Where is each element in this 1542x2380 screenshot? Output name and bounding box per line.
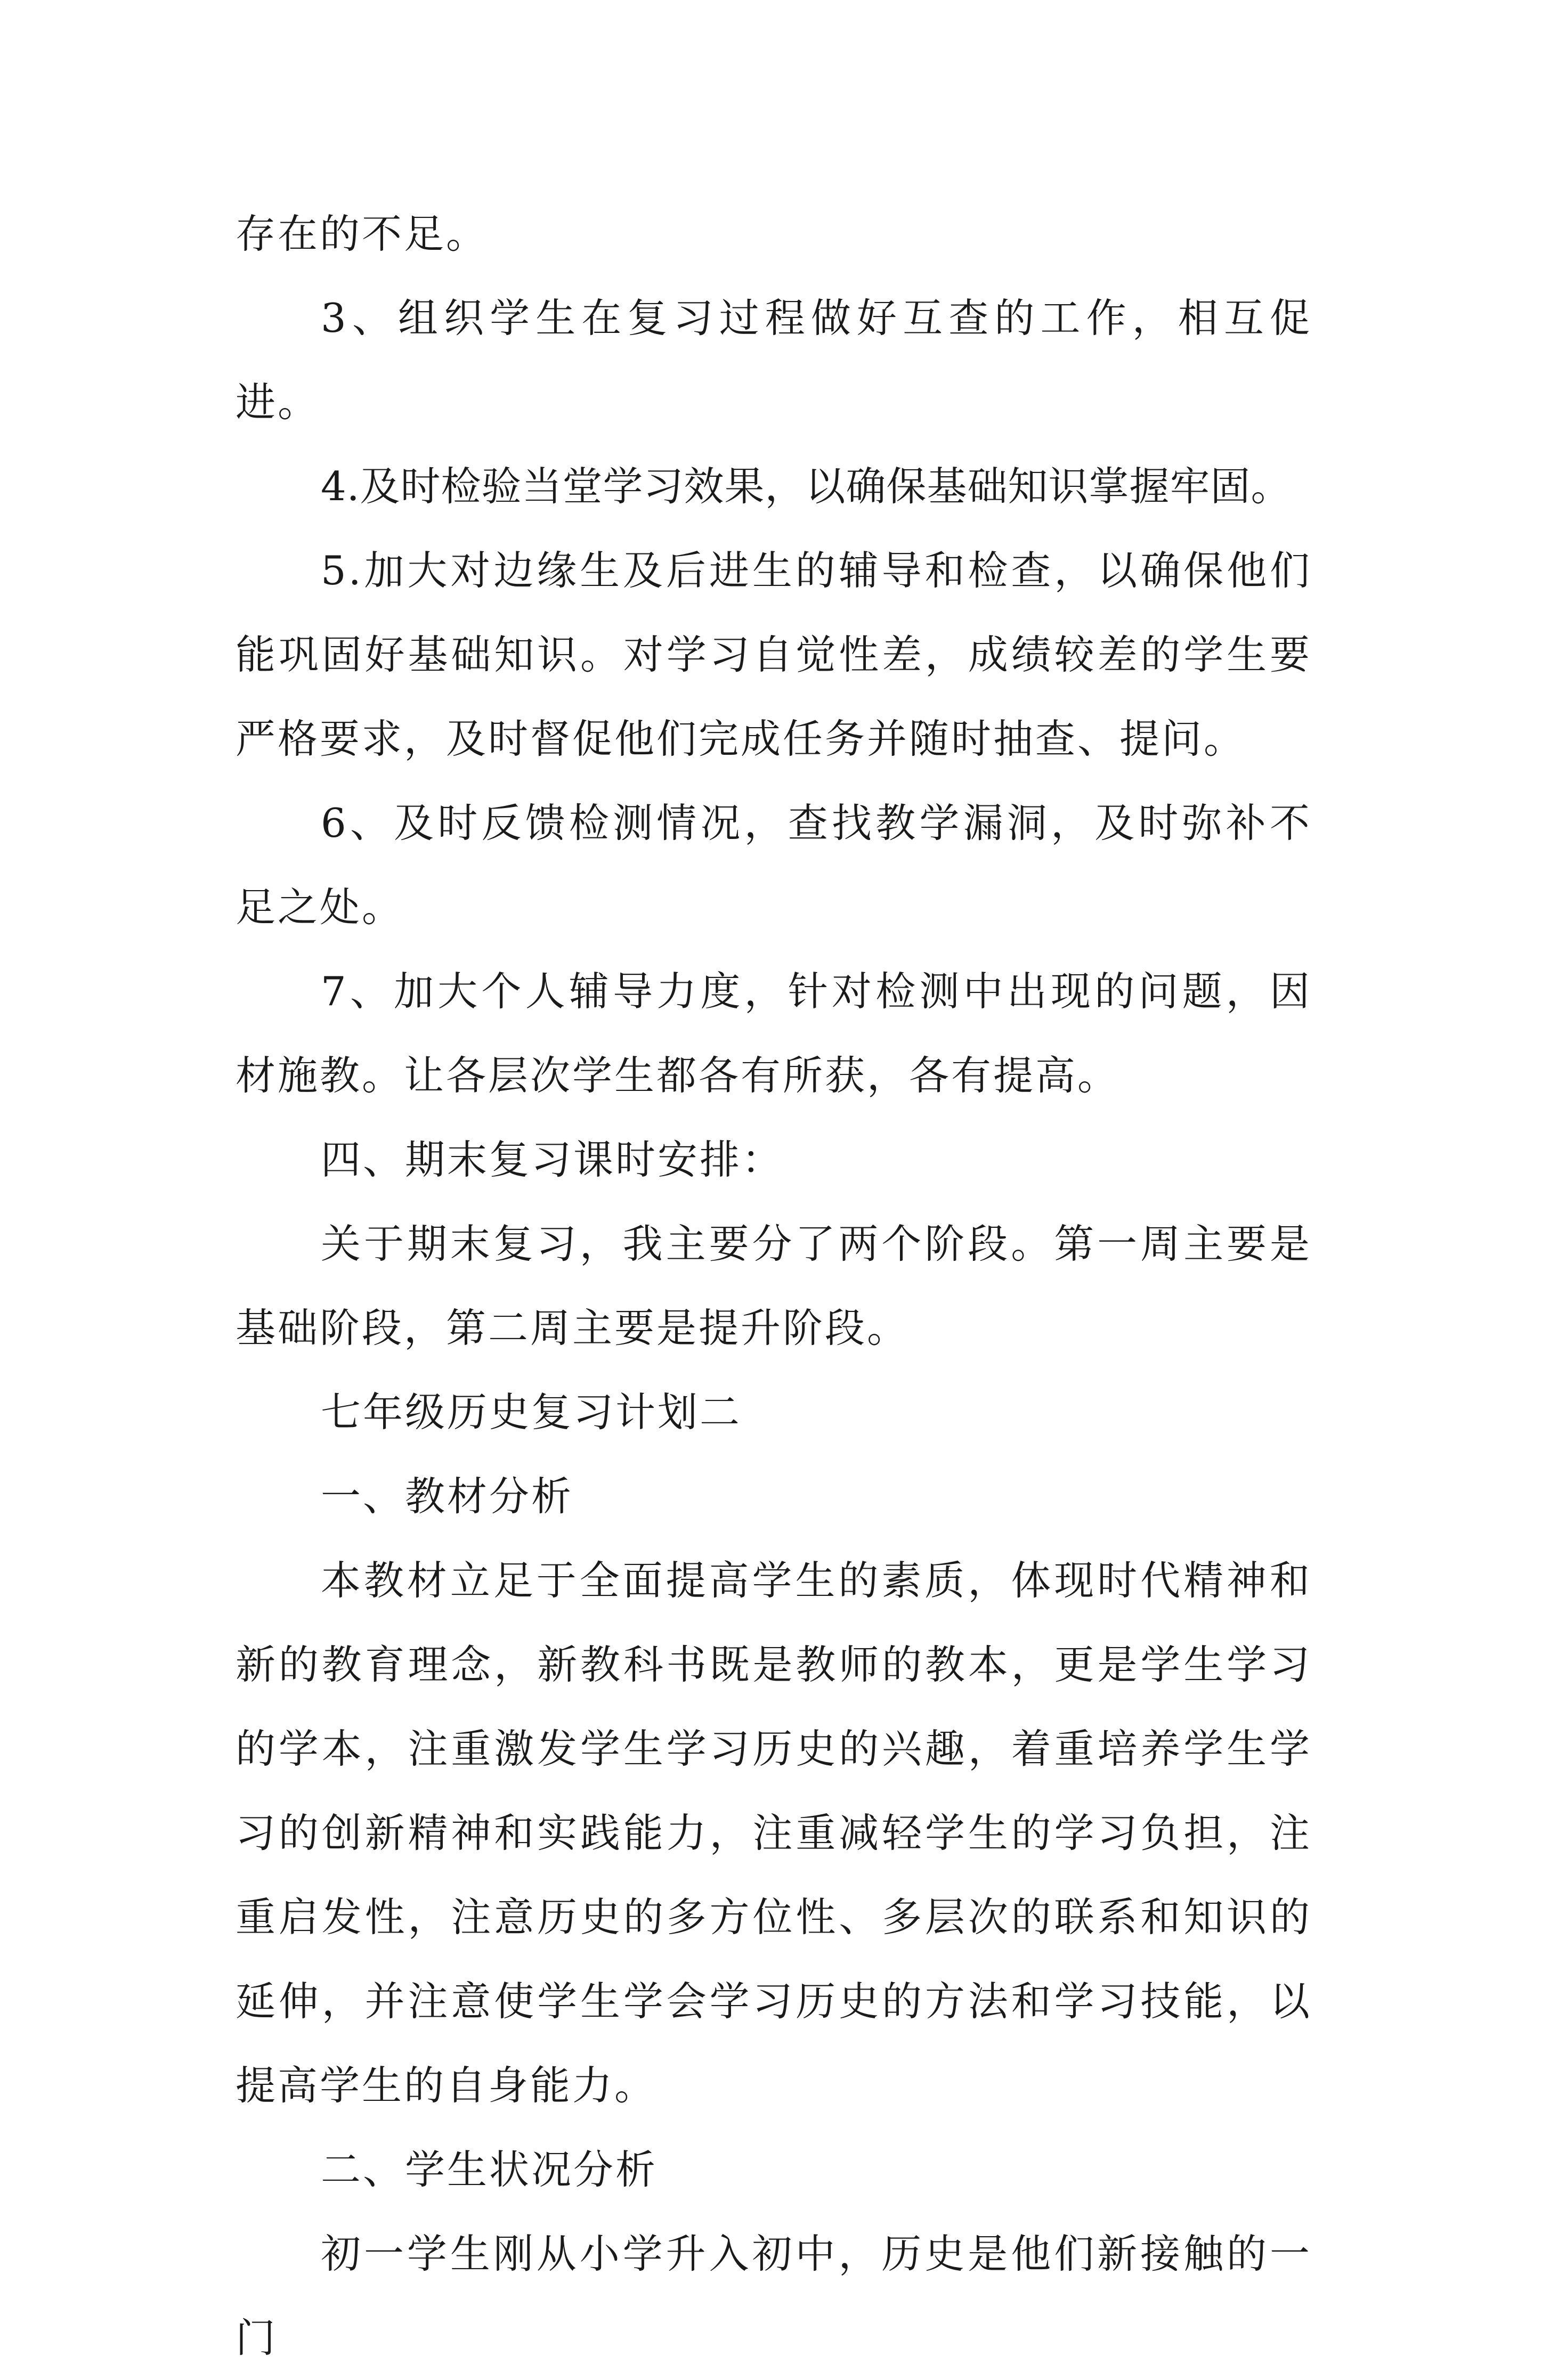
section-heading-textbook: 一、教材分析 [321,1473,574,1520]
paragraph-item-6: 6、及时反馈检测情况，查找教学漏洞，及时弥补不足之处。 [236,800,1312,931]
paragraph-students: 初一学生刚从小学升入初中，历史是他们新接触的一门 [236,2230,1312,2361]
paragraph-textbook-analysis: 本教材立足于全面提高学生的素质，体现时代精神和新的教育理念，新教科书既是教师的教本，更是学生学习的学本，注重激发学生学习历史的兴趣，着重培养学生学习的创新精神和实践能力，注重减轻学生的学习负担，注重启发性，注意历史的多方位性、多层次的联系和知识的延伸，并注意使学生学会学习历史的方法和学习技能，以提高学生的自身能力。 [236,1557,1312,2109]
plan-title: 七年级历史复习计划二 [321,1389,742,1436]
paragraph-schedule: 关于期末复习，我主要分了两个阶段。第一周主要是基础阶段，第二周主要是提升阶段。 [236,1220,1312,1351]
paragraph-continuation: 存在的不足。 [236,210,489,257]
document-body [236,192,1312,2380]
paragraph-item-4: 4.及时检验当堂学习效果，以确保基础知识掌握牢固。 [321,463,1292,510]
paragraph-item-7: 7、加大个人辅导力度，针对检测中出现的问题，因材施教。让各层次学生都各有所获，各有提高。 [236,968,1312,1099]
section-heading-students: 二、学生状况分析 [321,2146,658,2193]
paragraph-item-3: 3、组织学生在复习过程做好互查的工作，相互促进。 [236,295,1312,426]
paragraph-item-5: 5.加大对边缘生及后进生的辅导和检查，以确保他们能巩固好基础知识。对学习自觉性差，成绩较差的学生要严格要求，及时督促他们完成任务并随时抽查、提问。 [236,547,1312,762]
section-heading-schedule: 四、期末复习课时安排： [321,1136,784,1183]
